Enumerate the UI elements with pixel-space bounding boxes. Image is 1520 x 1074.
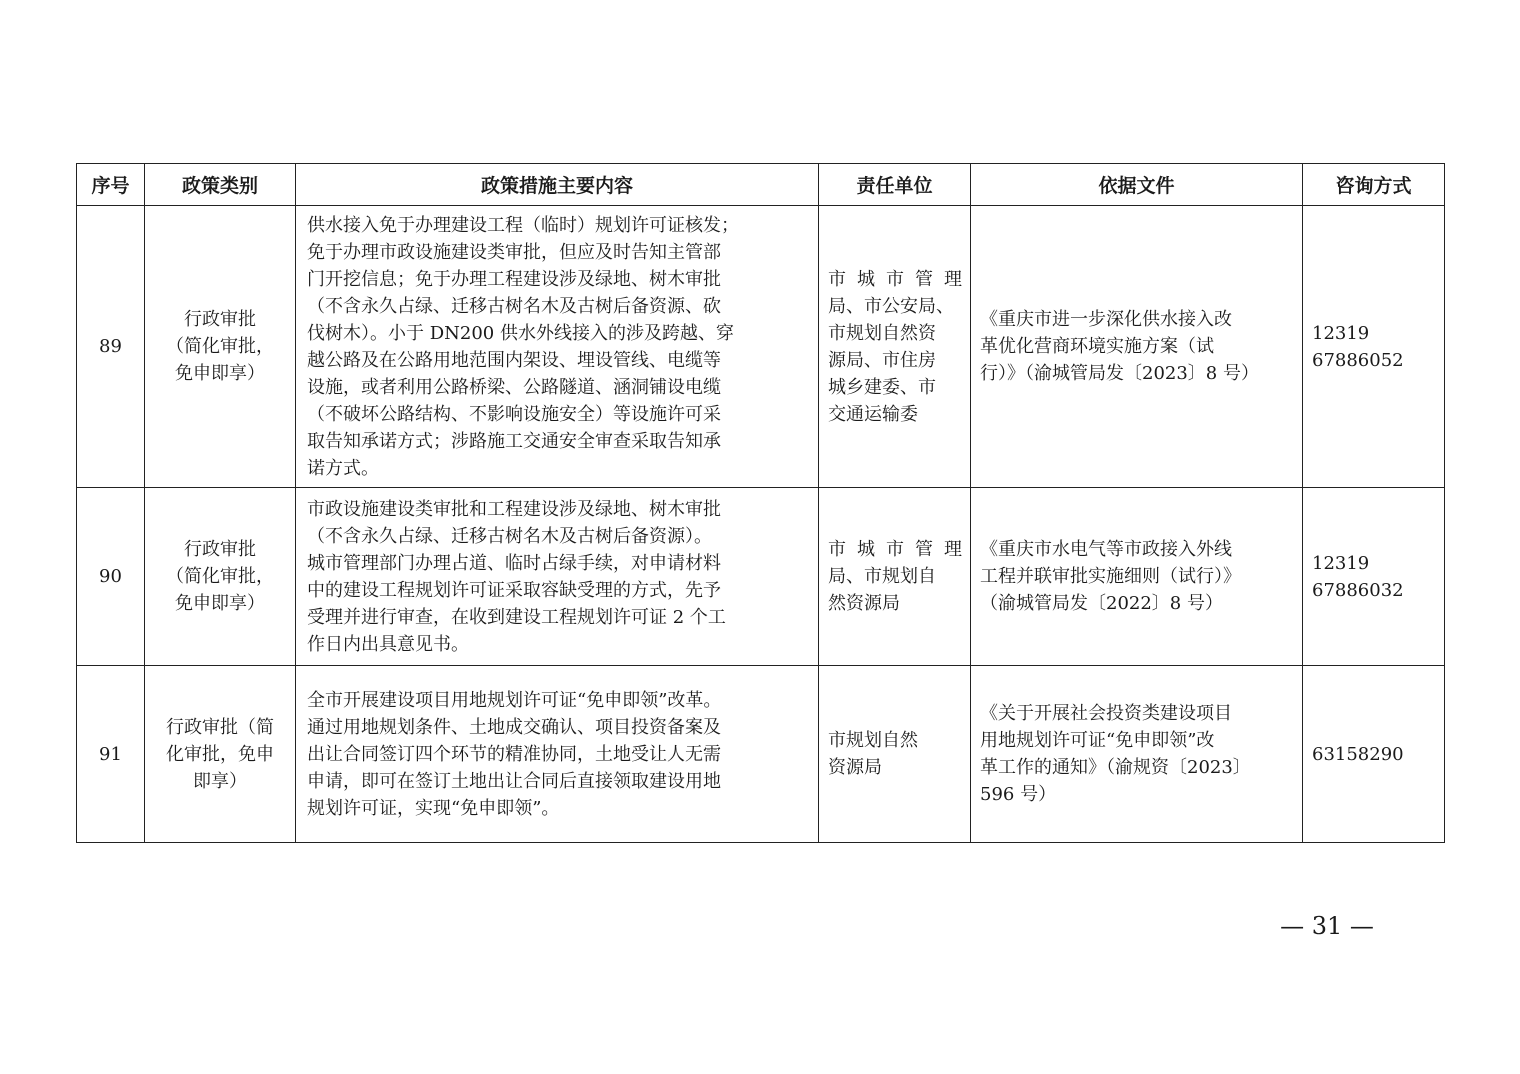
basis-line: 596 号）: [980, 784, 1057, 805]
policy-table: [76, 163, 1445, 843]
table-row: [77, 488, 1445, 666]
unit-line: 城乡建委、市: [828, 376, 936, 398]
basis-line: 革工作的通知》（渝规资〔2023〕: [980, 757, 1251, 778]
content-line: 诺方式。: [307, 457, 379, 479]
unit-line: 市城市管理: [828, 268, 962, 290]
basis-line: 工程并联审批实施细则（试行）》: [980, 566, 1241, 587]
content-line: （不破坏公路结构、不影响设施安全）等设施许可采: [307, 403, 721, 425]
contact-line: 67886052: [1312, 349, 1404, 371]
content-line: 设施，或者利用公路桥梁、公路隧道、涵洞铺设电缆: [307, 376, 721, 398]
row-num-text: 91: [99, 743, 122, 765]
content-line: 作日内出具意见书。: [307, 633, 469, 655]
content-line: 申请，即可在签订土地出让合同后直接领取建设用地: [307, 770, 721, 792]
row-basis: [971, 206, 1303, 488]
row-basis: [971, 488, 1303, 666]
category-line: 免申即享）: [175, 593, 265, 614]
unit-line: 然资源局: [828, 593, 900, 614]
row-contact: [1303, 666, 1445, 843]
row-unit: [819, 206, 971, 488]
content-line: 规划许可证，实现“免申即领”。: [307, 797, 560, 819]
row-basis: [971, 666, 1303, 843]
content-line: （不含永久占绿、迁移古树名木及古树后备资源、砍: [307, 295, 721, 317]
category-line: 行政审批（简: [166, 716, 274, 738]
row-contact: [1303, 206, 1445, 488]
header-content: 政策措施主要内容: [296, 164, 819, 206]
content-line: （不含永久占绿、迁移古树名木及古树后备资源）。: [307, 525, 712, 547]
row-content: [296, 488, 819, 666]
unit-line: 局、市公安局、: [828, 295, 954, 317]
contact-line: 63158290: [1312, 743, 1404, 765]
unit-line: 局、市规划自: [828, 566, 936, 587]
content-line: 出让合同签订四个环节的精准协同，土地受让人无需: [307, 743, 721, 765]
header-contact: 咨询方式: [1303, 164, 1445, 206]
basis-line: 《重庆市水电气等市政接入外线: [980, 539, 1232, 560]
category-line: 免申即享）: [175, 363, 265, 384]
content-line: 城市管理部门办理占道、临时占绿手续，对申请材料: [307, 552, 721, 574]
content-line: 通过用地规划条件、土地成交确认、项目投资备案及: [307, 716, 721, 738]
basis-line: 《关于开展社会投资类建设项目: [980, 703, 1232, 724]
content-line: 越公路及在公路用地范围内架设、埋设管线、电缆等: [307, 349, 721, 371]
row-num-text: 89: [99, 336, 122, 357]
content-line: 免于办理市政设施建设类审批，但应及时告知主管部: [307, 241, 721, 263]
unit-line: 市城市管理: [828, 539, 962, 560]
table-row: [77, 666, 1445, 843]
basis-line: 行）》（渝城管局发〔2023〕8 号）: [980, 363, 1259, 384]
unit-line: 市规划自然: [828, 730, 918, 751]
content-line: 中的建设工程规划许可证采取容缺受理的方式，先予: [307, 579, 721, 601]
header-category: 政策类别: [145, 164, 296, 206]
category-line: 行政审批: [184, 539, 256, 560]
page-number: — 31 —: [1280, 912, 1374, 940]
row-category: [145, 488, 296, 666]
category-line: 行政审批: [184, 309, 256, 330]
row-content: [296, 666, 819, 843]
content-line: 受理并进行审查，在收到建设工程规划许可证 2 个工: [307, 606, 726, 628]
basis-line: （渝城管局发〔2022〕8 号）: [980, 593, 1223, 614]
row-content: [296, 206, 819, 488]
basis-line: 革优化营商环境实施方案（试: [980, 336, 1214, 357]
row-unit: [819, 488, 971, 666]
row-category: [145, 666, 296, 843]
unit-line: 源局、市住房: [828, 349, 936, 371]
unit-line: 资源局: [828, 757, 882, 778]
row-contact: [1303, 488, 1445, 666]
basis-line: 用地规划许可证“免申即领”改: [980, 730, 1215, 751]
basis-line: 《重庆市进一步深化供水接入改: [980, 309, 1232, 330]
table-row: [77, 206, 1445, 488]
row-unit: [819, 666, 971, 843]
contact-line: 12319: [1312, 322, 1370, 344]
contact-line: 12319: [1312, 552, 1370, 574]
header-row: [77, 164, 1445, 206]
header-num: 序号: [77, 164, 145, 206]
unit-line: 交通运输委: [828, 403, 918, 425]
row-num: [77, 488, 145, 666]
row-num: [77, 206, 145, 488]
category-line: （简化审批，: [166, 336, 274, 357]
content-line: 供水接入免于办理建设工程（临时）规划许可证核发；: [307, 214, 739, 236]
row-category: [145, 206, 296, 488]
content-line: 取告知承诺方式；涉路施工交通安全审查采取告知承: [307, 430, 721, 452]
row-num-text: 90: [99, 566, 122, 587]
content-line: 全市开展建设项目用地规划许可证“免申即领”改革。: [307, 689, 722, 711]
unit-line: 市规划自然资: [828, 322, 936, 344]
content-line: 伐树木）。小于 DN200 供水外线接入的涉及跨越、穿: [307, 322, 734, 344]
header-basis: 依据文件: [971, 164, 1303, 206]
row-num: [77, 666, 145, 843]
category-line: 化审批，免申: [166, 743, 274, 765]
category-line: 即享）: [193, 770, 247, 792]
header-unit: 责任单位: [819, 164, 971, 206]
contact-line: 67886032: [1312, 579, 1404, 601]
content-line: 门开挖信息；免于办理工程建设涉及绿地、树木审批: [307, 268, 721, 290]
content-line: 市政设施建设类审批和工程建设涉及绿地、树木审批: [307, 498, 721, 520]
category-line: （简化审批，: [166, 566, 274, 587]
